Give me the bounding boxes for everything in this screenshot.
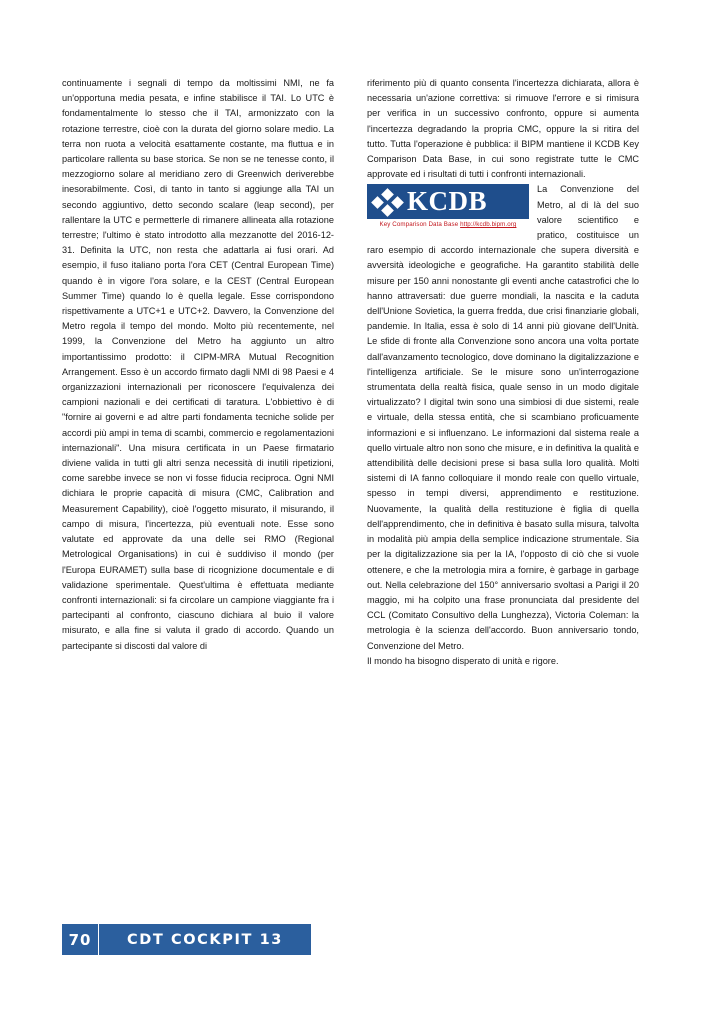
page-footer <box>62 924 311 955</box>
footer-title: CDT COCKPIT 13 <box>126 931 283 948</box>
right-column-paragraph-2: La Convenzione del Metro, al di là del suo valore scientifico e pratico, costituisce un raro esempio di accordo internazionale che supera diversità e avversità ideologiche e geografiche. Ha garantito stabilità delle misure per 150 anni nonostante gli eventi anche catastrofici che lo hanno attraversati: due guerre mondiali, la nascita e la caduta dell'Unione Sovietica, la guerra fredda, due crisi finanziarie globali, pandemie. In Italia, essa è solo di 14 anni più giovane dell'Unità. Le sfide di fronte alla Convenzione sono ancora una volta portate dall'avanzamento tecnologico, dove dominano la digitalizzazione e l'intelligenza artificiale. Se le misure sono un'interrogazione strumentata della realtà fisica, quale senso in un modo digitale virtualizzato? I digital twin sono una simbiosi di due sistemi, reale e virtuale, della stessa entità, che si scambiano proficuamente informazioni e si influenzano. Le informazioni dal sistema reale a quello virtuale altro non sono che misure, e in definitiva la qualità e attendibilità delle decisioni prese si basa sulla loro qualità. Molti sistemi di IA fanno colloquiare il mondo reale con quello virtuale, spesso in tempi diversi, apprendimento e restituzione. Nuovamente, la qualità della restituzione è figlia di quella dell'apprendimento, che in definitiva è basato sulla misura, talvolta in modalità più ampia della semplice indicazione strumentale. Sia per la digitalizzazione sia per la IA, l'opposto di ciò che si vuole ottenere, e che la metrologia mira a fornire, è garbage in garbage out. Nella celebrazione del 150° anniversario svoltasi a Parigi il 20 maggio, mi ha colpito una frase pronunciata dal presidente del CCL (Comitato Consultivo della Lunghezza), Victoria Coleman: la metrologia è la scienza dell'accordo. Buon anniversario tondo, Convenzione del Metro. <box>367 184 639 651</box>
kcdb-logo <box>367 184 529 230</box>
kcdb-logo-subtitle <box>367 219 529 230</box>
left-column <box>62 76 334 669</box>
right-column <box>367 76 639 669</box>
kcdb-logo-figure <box>367 184 529 230</box>
left-column-paragraph: continuamente i segnali di tempo da moltissimi NMI, ne fa un'opportuna media pesata, e infine stabilisce il TAI. Lo UTC è fondamentalmente lo stesso che il TAI, armonizzato con la rotazione terrestre, cioè con la durata del giorno solare medio. La terra non ruota a velocità esattamente costante, ma fluttua e in particolare rallenta su base storica. Se non se ne tenesse conto, il mezzogiorno solare al meridiano zero di Greenwich deriverebbe inesorabilmente. Così, di tanto in tanto si aggiunge alla TAI un secondo aggiuntivo, detto secondo scalare (leap second), per rallentare la UTC e permetterle di rimanere allineata alla rotazione terrestre; l'ultimo è stato introdotto alla mezzanotte del 2016-12-31. Definita la UTC, non resta che adattarla ai fusi orari. Ad esempio, il fuso italiano porta l'ora CET (Central European Time) quando è in vigore l'ora solare, e la CEST (Central European Summer Time) quando lo è quella legale. Esse corrispondono rispettivamente a UTC+1 e UTC+2. Davvero, la Convenzione del Metro regola il tempo del mondo. Molto più recentemente, nel 1999, la Convenzione del Metro ha aggiunto un altro importantissimo prodotto: il CIPM-MRA Mutual Recognition Arrangement. Esso è un accordo firmato dagli NMI di 98 Paesi e 4 organizzazioni internazionali per riconoscere l'equivalenza dei campioni nazionali e dei certificati di taratura. L'obbiettivo è di "fornire ai governi e ad altre parti fondamenta tecniche solide per accordi più ampi in tema di scambi, commercio e regolamentazioni internazionali". Una misura certificata in un Paese firmatario diviene valida in tutti gli altri senza necessità di inutili ripetizioni, come sarebbe invece se non vi fosse fiducia reciproca. Ogni NMI dichiara le proprie capacità di misura (CMC, Calibration and Measurement Capability), cioè l'oggetto misurato, il misurando, il campo di misura, l'incertezza, più eventuali note. Esse sono valutate ed approvate da una delle sei RMO (Regional Metrological Organisations) in cui è suddiviso il mondo (per l'Europa EURAMET) sulla base di ricognizione documentale e di validazione sperimentale. Quest'ultima è effettuata mediante confronti internazionali: si fa circolare un campione viaggiante fra i partecipanti al confronto, ciascuno dichiara al buio il valore misurato, e alla fine si valuta il grado di accordo. Quando un partecipante si discosti dal valore di <box>62 78 334 651</box>
page-number: 70 <box>68 930 92 949</box>
diamonds-icon <box>373 189 403 216</box>
kcdb-logo-title: KCDB <box>407 186 488 217</box>
kcdb-logo-subtitle-url[interactable]: http://kcdb.bipm.org <box>460 221 517 229</box>
two-column-body <box>62 76 639 669</box>
right-column-paragraph-3: Il mondo ha bisogno disperato di unità e rigore. <box>367 655 559 666</box>
right-column-paragraph-1: riferimento più di quanto consenta l'incertezza dichiarata, allora è necessaria un'azione correttiva: si rimuove l'errore e si rimisura per verifica in un successivo confronto, oppure si aumenta l'incertezza degradando la propria CMC, oppure la si ritira del tutto. Tutta l'operazione è pubblica: il BIPM mantiene il KCDB Key Comparison Data Base, in cui sono registrate tutte le CMC approvate ed i risultati di tutti i confronti internazionali. <box>367 78 639 180</box>
kcdb-logo-subtitle-text: Key Comparison Data Base <box>379 221 459 229</box>
